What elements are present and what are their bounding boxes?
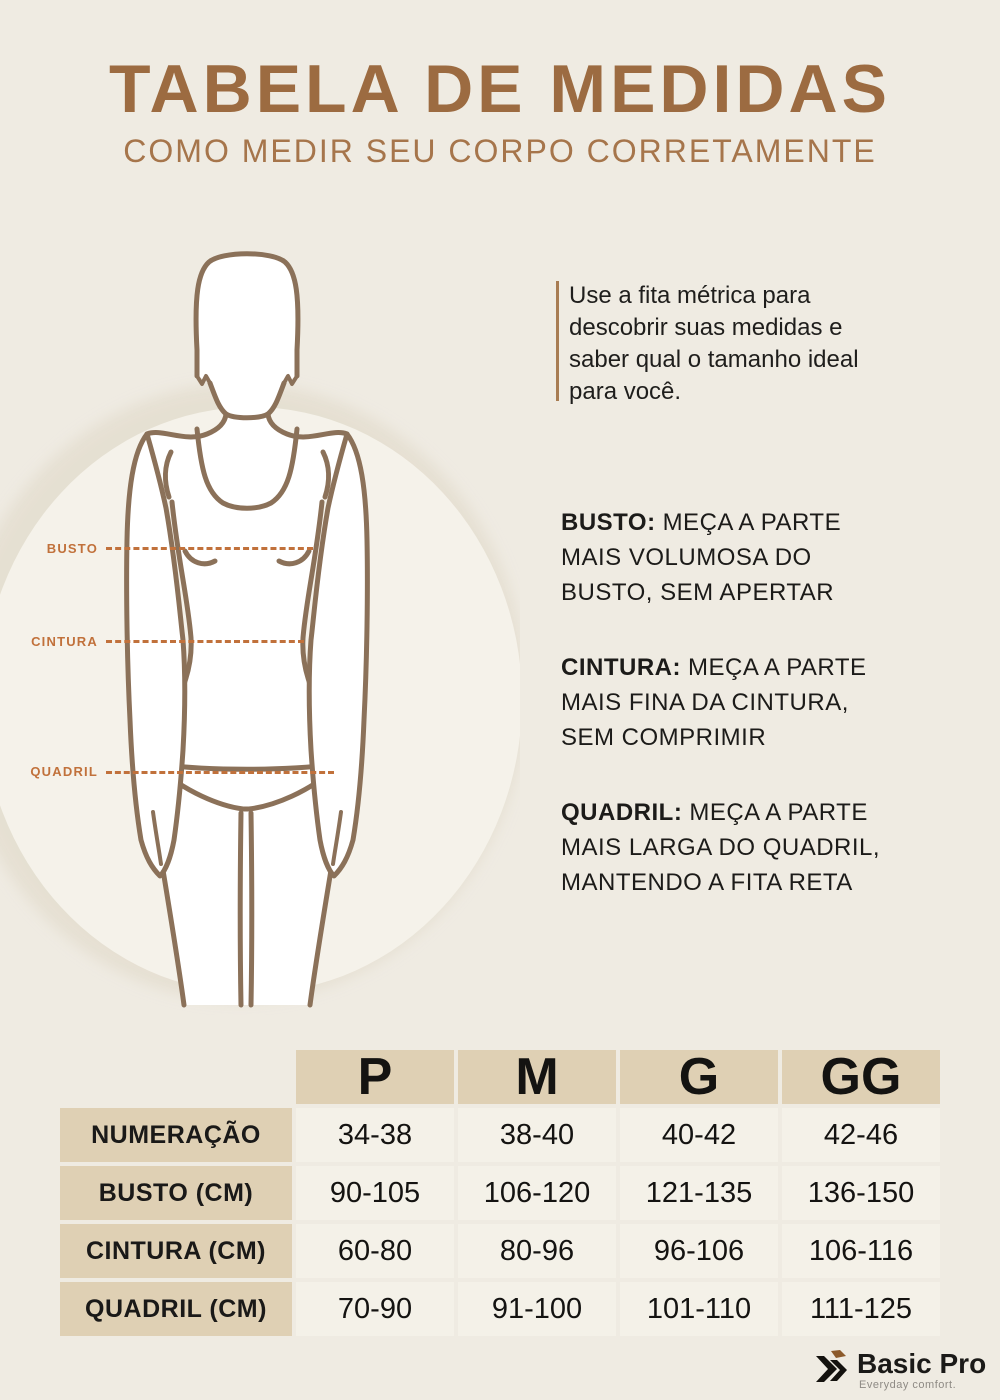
instruction-busto bbox=[561, 505, 941, 610]
cell-quadril-g: 101-110 bbox=[620, 1282, 778, 1336]
instruction-line: MAIS FINA DA CINTURA, bbox=[561, 689, 849, 716]
figure-inner-leg-right bbox=[251, 813, 252, 1005]
figure-inner-leg-left bbox=[240, 813, 241, 1005]
cell-quadril-gg: 111-125 bbox=[782, 1282, 940, 1336]
instruction-term: QUADRIL: bbox=[561, 799, 683, 826]
row-label-quadril: QUADRIL (CM) bbox=[60, 1282, 292, 1336]
size-table bbox=[60, 1050, 940, 1336]
cell-quadril-m: 91-100 bbox=[458, 1282, 616, 1336]
cell-cintura-p: 60-80 bbox=[296, 1224, 454, 1278]
intro-line: saber qual o tamanho ideal bbox=[569, 346, 859, 373]
row-label-numeracao: NUMERAÇÃO bbox=[60, 1108, 292, 1162]
cell-cintura-g: 96-106 bbox=[620, 1224, 778, 1278]
intro-line: Use a fita métrica para bbox=[569, 282, 811, 309]
size-column-header-p: P bbox=[296, 1050, 454, 1104]
instruction-line: BUSTO: MEÇA A PARTE bbox=[561, 509, 842, 536]
page-title: TABELA DE MEDIDAS bbox=[109, 51, 891, 127]
intro-line: descobrir suas medidas e bbox=[569, 314, 843, 341]
measurement-label-quadril: QUADRIL bbox=[30, 764, 98, 779]
cell-busto-g: 121-135 bbox=[620, 1166, 778, 1220]
cell-cintura-m: 80-96 bbox=[458, 1224, 616, 1278]
measurement-dash-busto bbox=[106, 547, 313, 550]
cell-quadril-p: 70-90 bbox=[296, 1282, 454, 1336]
cell-numeracao-m: 38-40 bbox=[458, 1108, 616, 1162]
intro-note bbox=[569, 280, 929, 408]
instruction-line: SEM COMPRIMIR bbox=[561, 724, 767, 751]
brand-name: Basic Pro bbox=[857, 1348, 987, 1379]
measurement-label-cintura: CINTURA bbox=[31, 634, 98, 649]
measurement-dash-quadril bbox=[106, 771, 334, 774]
row-label-busto: BUSTO (CM) bbox=[60, 1166, 292, 1220]
instruction-line: BUSTO, SEM APERTAR bbox=[561, 579, 835, 606]
cell-busto-gg: 136-150 bbox=[782, 1166, 940, 1220]
cell-cintura-gg: 106-116 bbox=[782, 1224, 940, 1278]
instruction-term: BUSTO: bbox=[561, 509, 656, 536]
instruction-cintura bbox=[561, 650, 941, 755]
size-column-header-gg: GG bbox=[782, 1050, 940, 1104]
instruction-quadril bbox=[561, 795, 941, 900]
cell-numeracao-gg: 42-46 bbox=[782, 1108, 940, 1162]
body-figure-illustration bbox=[0, 245, 520, 1015]
cell-busto-p: 90-105 bbox=[296, 1166, 454, 1220]
instruction-term: CINTURA: bbox=[561, 654, 681, 681]
brand-chevron-icon bbox=[815, 1350, 849, 1384]
instruction-line: MAIS VOLUMOSA DO bbox=[561, 544, 812, 571]
measurement-label-busto: BUSTO bbox=[46, 541, 98, 556]
page-subtitle: COMO MEDIR SEU CORPO CORRETAMENTE bbox=[123, 133, 877, 169]
size-column-header-g: G bbox=[620, 1050, 778, 1104]
brand-logo bbox=[815, 1345, 990, 1395]
brand-tagline: Everyday comfort. bbox=[859, 1379, 957, 1391]
instruction-line: MAIS LARGA DO QUADRIL, bbox=[561, 834, 881, 861]
instruction-line: CINTURA: MEÇA A PARTE bbox=[561, 654, 867, 681]
intro-accent-bar bbox=[556, 281, 559, 401]
size-column-header-m: M bbox=[458, 1050, 616, 1104]
row-label-cintura: CINTURA (CM) bbox=[60, 1224, 292, 1278]
cell-numeracao-g: 40-42 bbox=[620, 1108, 778, 1162]
table-corner-cell bbox=[60, 1050, 292, 1104]
instruction-line: MANTENDO A FITA RETA bbox=[561, 869, 853, 896]
measurement-dash-cintura bbox=[106, 640, 304, 643]
instruction-line: QUADRIL: MEÇA A PARTE bbox=[561, 799, 868, 826]
cell-numeracao-p: 34-38 bbox=[296, 1108, 454, 1162]
cell-busto-m: 106-120 bbox=[458, 1166, 616, 1220]
intro-line: para você. bbox=[569, 378, 682, 405]
